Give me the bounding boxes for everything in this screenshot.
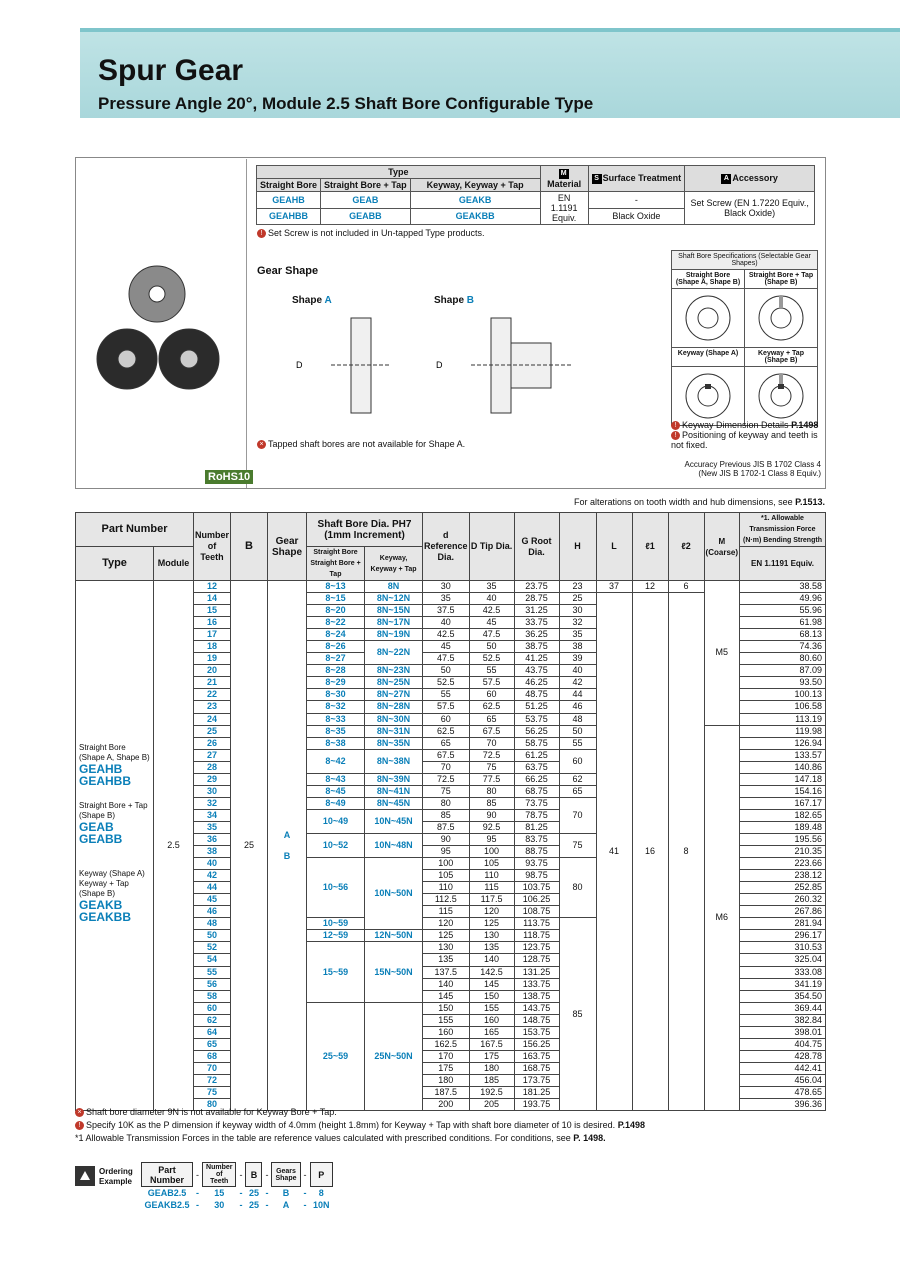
table-row: 80 200 205 193.75 396.36 — [76, 1099, 826, 1111]
table-row: 40 10~56 10N~50N 100 105 93.75 80 223.66 — [76, 858, 826, 870]
table-row: 34 10~49 10N~45N 85 90 78.75 182.65 — [76, 809, 826, 821]
table-row: 58 145 150 138.75 354.50 — [76, 990, 826, 1002]
ordering-table: Part Number - Number of Teeth - B - Gears Shape - P GEAB2.5 - 15 - 25 - B - 8 GEAKB2.5 - 30 - 25 - A - 10N — [141, 1162, 333, 1211]
tapped-note: × Tapped shaft bores are not available for Shape A. — [257, 439, 465, 449]
table-row: 30 8~45 8N~41N 75 80 68.75 65 154.16 — [76, 785, 826, 797]
table-row: 68 170 175 163.75 428.78 — [76, 1050, 826, 1062]
table-row: 23 8~32 8N~28N 57.5 62.5 51.25 46 106.58 — [76, 701, 826, 713]
table-row: 38 95 100 88.75 210.35 — [76, 846, 826, 858]
table-row: 18 8~26 8N~22N 45 50 38.75 38 74.36 — [76, 641, 826, 653]
table-row: 50 12~59 12N~50N 125 130 118.75 296.17 — [76, 930, 826, 942]
table-row: 26 8~38 8N~35N 65 70 58.75 55 126.94 — [76, 737, 826, 749]
footnote-1: × Shaft bore diameter 9N is not available for Keyway Bore + Tap. — [75, 1107, 337, 1117]
gear-shape-title: Gear Shape — [257, 265, 319, 277]
table-row: 15 8~20 8N~15N 37.5 42.5 31.25 30 55.96 — [76, 605, 826, 617]
table-row: 20 8~28 8N~23N 50 55 43.75 40 87.09 — [76, 665, 826, 677]
table-row: 45 112.5 117.5 106.25 260.32 — [76, 894, 826, 906]
product-info-box — [75, 157, 826, 489]
page-subtitle: Pressure Angle 20°, Module 2.5 Shaft Bore Configurable Type — [98, 94, 594, 113]
table-row: 25 8~35 8N~31N 62.5 67.5 56.25 50 M6 119.98 — [76, 725, 826, 737]
keyway-note: ! Keyway Dimension Details P.1498 ! Positioning of keyway and teeth is not fixed. — [671, 420, 819, 451]
rohs-badge: RoHS10 — [205, 470, 253, 484]
shape-b-label: Shape B — [434, 295, 475, 306]
table-row: 35 87.5 92.5 81.25 189.48 — [76, 821, 826, 833]
table-row: 72 180 185 173.75 456.04 — [76, 1074, 826, 1086]
ordering-label: Ordering Example — [75, 1162, 135, 1196]
table-row: 21 8~29 8N~25N 52.5 57.5 46.25 42 93.50 — [76, 677, 826, 689]
table-row: 19 8~27 47.5 52.5 41.25 39 80.60 — [76, 653, 826, 665]
shape-a-drawing — [291, 308, 401, 418]
table-row: 28 70 75 63.75 140.86 — [76, 761, 826, 773]
svg-text:D: D — [436, 360, 443, 370]
table-row: Straight Bore (Shape A, Shape B) GEAHB GEAHBB Straight Bore + Tap (Shape B) GEAB GEABB Keyway (Shape A) Keyway + Tap (Shape B) GEAKB GEAKBB 2.5 12 25 A B 8~13 8N 30 35 23.75 23 37 12 6 M5 38.58 — [76, 581, 826, 593]
bore-spec-table: Shaft Bore Specifications (Selectable Gear Shapes) Straight Bore (Shape A, Shape B) Straight Bore + Tap (Shape B) Keyway (Shape A) Keyway + Tap (Shape B) — [671, 250, 818, 426]
table-row: 52 15~59 15N~50N 130 135 123.75 310.53 — [76, 942, 826, 954]
table-row: 29 8~43 8N~39N 72.5 77.5 66.25 62 147.18 — [76, 773, 826, 785]
shape-b-drawing — [431, 308, 606, 418]
table-row: 14 8~15 8N~12N 35 40 28.75 25 41 16 8 49.96 — [76, 593, 826, 605]
table-row: 24 8~33 8N~30N 60 65 53.75 48 113.19 — [76, 713, 826, 725]
table-row: 46 115 120 108.75 267.86 — [76, 906, 826, 918]
type-table: Type MMaterial S Surface Treatment A Accessory Straight Bore Straight Bore + Tap Keyway, Keyway + Tap GEAHB GEAB GEAKB EN 1.1191 Equiv. - Set Screw (EN 1.7220 Equiv., Black Oxide) GEAHBB GEABB GEAKBB Black Oxide — [256, 165, 815, 225]
table-row: 65 162.5 167.5 156.25 404.75 — [76, 1038, 826, 1050]
table-row: 22 8~30 8N~27N 55 60 48.75 44 100.13 — [76, 689, 826, 701]
svg-text:D: D — [296, 360, 303, 370]
table-row: 27 8~42 8N~38N 67.5 72.5 61.25 60 133.57 — [76, 749, 826, 761]
page-title: Spur Gear — [98, 54, 244, 87]
spec-table: Part Number Number of Teeth B Gear Shape Shaft Bore Dia. PH7 (1mm Increment) d Reference Dia. D Tip Dia. G Root Dia. H L ℓ1 ℓ2 M (Coarse) *1. Allowable Transmission Force (N·m) Bending Strength Type Module Straight Bore Straight Bore + Tap Keyway, Keyway + Tap EN 1.1191 Equiv. Straight Bore (Shape A, Shape B) GEAHB GEAHBB Straight Bore + Tap (Shape B) GEAB GEABB Keyway (Shape A) Keyway + Tap (Shape B) GEAKB GEAKBB 2.5 12 25 A B 8~13 8N 30 35 23.75 23 37 12 6 M5 38.58 14 8~15 8N~12N 35 40 28.75 25 41 16 8 49.96 15 8~20 8N~15N 37.5 42.5 31.25 30 55.96 16 8~22 8N~17N 40 45 33.75 32 61.98 17 8~24 8N~19N 42.5 47.5 36.25 35 68.13 18 8~26 8N~22N 45 50 38.75 38 74.36 19 8~27 47.5 52.5 41.25 39 80.60 20 8~28 8N~23N 50 55 43.75 40 87.09 21 8~29 8N~25N 52.5 57.5 46.25 42 93.50 22 8~30 8N~27N 55 60 48.75 44 100.13 23 8~32 8N~28N 57.5 62.5 51.25 46 106.58 24 8~33 8N~30N 60 65 53.75 48 113.19 25 8~35 8N~31N 62.5 67.5 56.25 50 M6 119.98 26 8~38 8N~35N 65 70 58.75 55 126.94 27 8~42 8N~38N 67.5 72.5 61.25 60 133.57 28 70 75 63.75 140.86 29 8~43 8N~39N 72.5 77.5 66.25 62 147.18 30 8~45 8N~41N 75 80 68.75 65 154.16 32 8~49 8N~45N 80 85 73.75 70 167.17 34 10~49 10N~45N 85 90 78.75 182.65 35 87.5 92.5 81.25 189.48 36 10~52 10N~48N 90 95 83.75 75 195.56 38 95 100 88.75 210.35 40 10~56 10N~50N 100 105 93.75 80 223.66 42 105 110 98.75 238.12 44 110 115 103.75 252.85 45 112.5 117.5 106.25 260.32 46 115 120 108.75 267.86 48 10~59 120 125 113.75 85 281.94 50 12~59 12N~50N 125 130 118.75 296.17 52 15~59 15N~50N 130 135 123.75 310.53 54 135 140 128.75 325.04 55 137.5 142.5 131.25 333.08 56 140 145 133.75 341.19 58 145 150 138.75 354.50 60 25~59 25N~50N 150 155 143.75 369.44 62 155 160 148.75 382.84 64 160 165 153.75 398.01 65 162.5 167.5 156.25 404.75 68 170 175 163.75 428.78 70 175 180 168.75 442.41 72 180 185 173.75 456.04 75 187.5 192.5 181.25 478.65 80 200 205 193.75 396.36 — [75, 512, 826, 1111]
table-row: 56 140 145 133.75 341.19 — [76, 978, 826, 990]
header-banner — [80, 28, 900, 118]
accuracy-note: Accuracy Previous JIS B 1702 Class 4 (New JIS B 1702-1 Class 8 Equiv.) — [684, 460, 821, 478]
table-row: 44 110 115 103.75 252.85 — [76, 882, 826, 894]
table-row: 55 137.5 142.5 131.25 333.08 — [76, 966, 826, 978]
table-row: 36 10~52 10N~48N 90 95 83.75 75 195.56 — [76, 833, 826, 845]
table-row: 16 8~22 8N~17N 40 45 33.75 32 61.98 — [76, 617, 826, 629]
alterations-note: For alterations on tooth width and hub dimensions, see P.1513. — [574, 497, 826, 507]
table-row: 70 175 180 168.75 442.41 — [76, 1062, 826, 1074]
table-row: 64 160 165 153.75 398.01 — [76, 1026, 826, 1038]
table-row: 62 155 160 148.75 382.84 — [76, 1014, 826, 1026]
table-row: 54 135 140 128.75 325.04 — [76, 954, 826, 966]
product-photo — [77, 159, 251, 488]
table-row: 17 8~24 8N~19N 42.5 47.5 36.25 35 68.13 — [76, 629, 826, 641]
table-row: 75 187.5 192.5 181.25 478.65 — [76, 1086, 826, 1098]
table-row: 32 8~49 8N~45N 80 85 73.75 70 167.17 — [76, 797, 826, 809]
set-screw-note: ! Set Screw is not included in Un-tapped Type products. — [257, 228, 484, 238]
table-row: 42 105 110 98.75 238.12 — [76, 870, 826, 882]
shape-a-label: Shape A — [292, 295, 332, 306]
footnote-2: ! Specify 10K as the P dimension if keyway width of 4.0mm (height 1.8mm) for Keyway + Tap with shaft bore diameter of 10 is desired. P.1498 — [75, 1120, 645, 1130]
footnote-3: *1 Allowable Transmission Forces in the table are reference values calculated with prescribed conditions. For conditions, see P. 1498. — [75, 1133, 606, 1143]
table-row: 60 25~59 25N~50N 150 155 143.75 369.44 — [76, 1002, 826, 1014]
table-row: 48 10~59 120 125 113.75 85 281.94 — [76, 918, 826, 930]
